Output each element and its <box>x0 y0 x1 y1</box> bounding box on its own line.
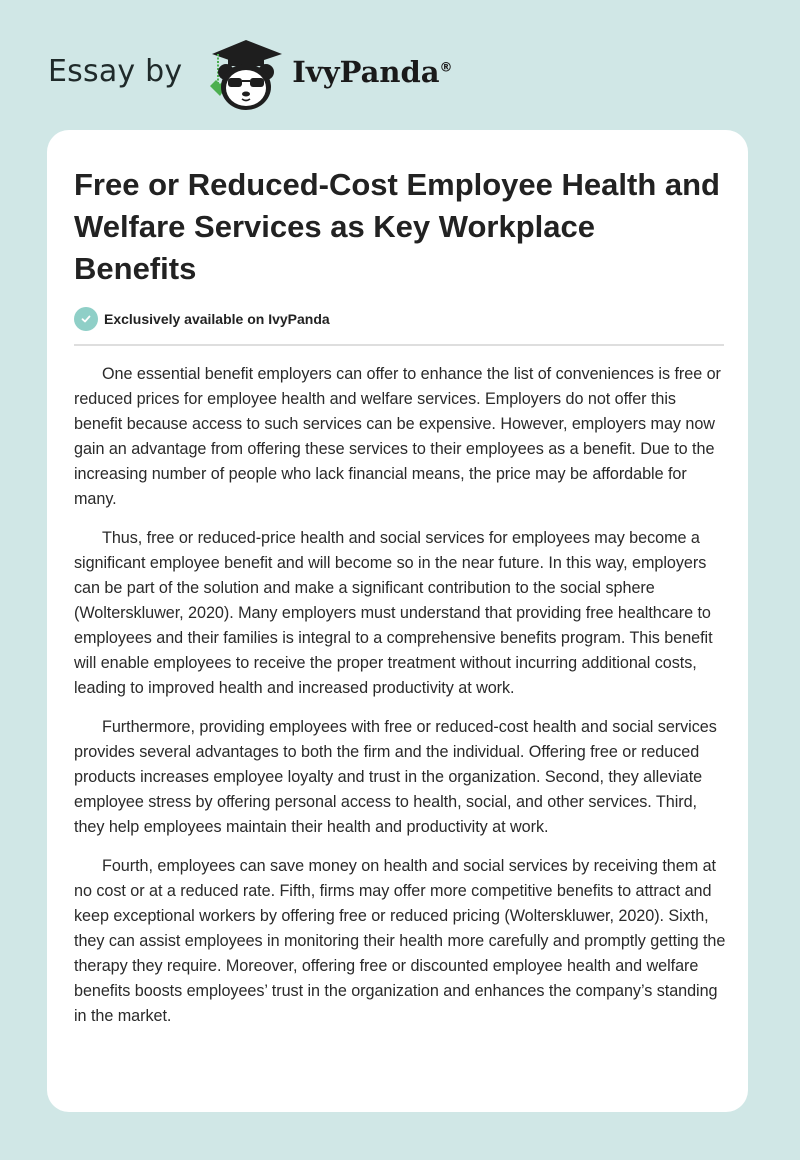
paragraph: Furthermore, providing employees with free or reduced-cost health and social services provides several advantages to both the firm and the individual. Offering free or reduced products increases employee loyalty and trust in the organization. Second, they alleviate employee stress by offering personal access to health, social, and other services. Third, they help employees maintain their health and productivity at work. <box>74 718 717 836</box>
brand-prefix: Essay by <box>48 53 183 89</box>
paragraph: Fourth, employees can save money on health and social services by receiving them at no cost or at a reduced rate. Fifth, firms may offer more competitive benefits to attract and keep exceptional workers by offering free or reduced pricing (Wolterskluwer, 2020). Sixth, they can assist employees in monitoring their health more carefully and promptly getting the therapy they require. Moreover, offering free or discounted employee health and welfare benefits boosts employees’ trust in the organization and enhances the company’s standing in the market. <box>74 857 726 1025</box>
essay-card <box>47 130 748 1112</box>
essay-body <box>74 362 726 1043</box>
site-header-brand[interactable] <box>48 34 453 114</box>
panda-graduate-icon <box>200 34 286 114</box>
exclusive-badge-label: Exclusively available on IvyPanda <box>104 311 330 327</box>
paragraph: Thus, free or reduced-price health and social services for employees may become a significant employee benefit and will become so in the near future. In this way, employers can be part of the solution and make a significant contribution to the social sphere (Wolterskluwer, 2020). Many employers must understand that providing free healthcare to employees and their families is integral to a comprehensive benefits program. This benefit will enable employees to receive the proper treatment without incurring additional costs, leading to improved health and increased productivity at work. <box>74 529 713 697</box>
paragraph: One essential benefit employers can offer to enhance the list of conveniences is free or reduced prices for employee health and welfare services. Employers do not offer this benefit because access to such services can be expensive. However, employers may now gain an advantage from offering these services to their employees as a benefit. Due to the increasing number of people who lack financial means, the price may be affordable for many. <box>74 365 721 508</box>
exclusive-badge <box>74 307 330 331</box>
check-circle-icon <box>74 307 98 331</box>
essay-title: Free or Reduced-Cost Employee Health and Welfare Services as Key Workplace Benefits <box>74 167 720 286</box>
title-divider <box>74 344 724 346</box>
brand-name: IvyPanda® <box>292 55 453 89</box>
